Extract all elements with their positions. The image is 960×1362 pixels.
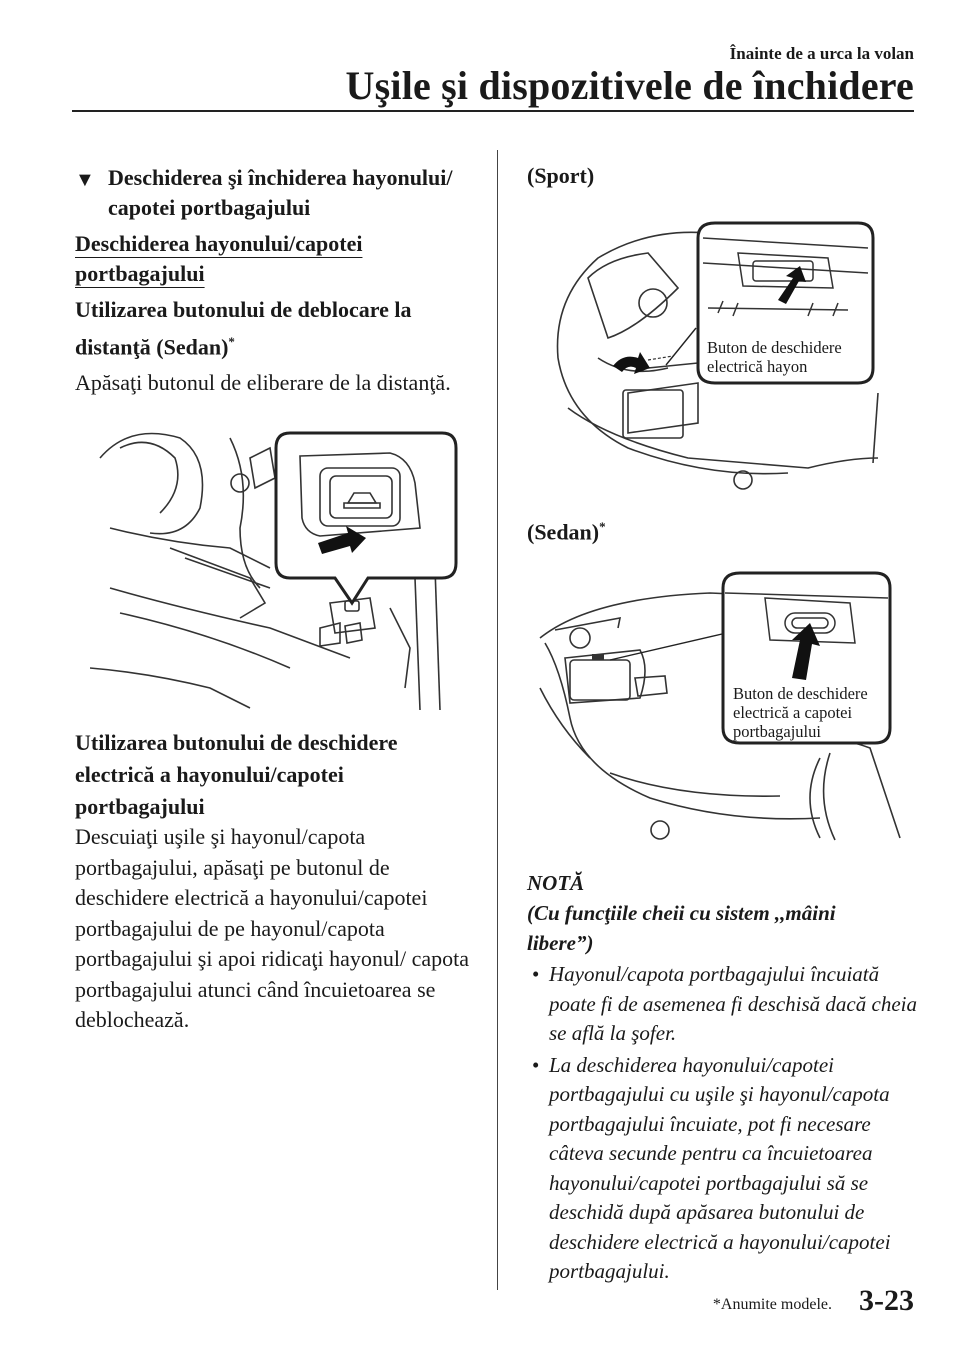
- asterisk-mark: *: [228, 334, 235, 349]
- figure-remote-release: [90, 418, 460, 710]
- sedan-callout-label: [733, 684, 903, 741]
- bullet-icon: •: [532, 1052, 540, 1077]
- sedan-label: [527, 511, 927, 548]
- note-item: [527, 960, 927, 1049]
- callout-line: electrică a capotei: [733, 703, 853, 722]
- subheading-opening: Deschiderea hayonului/capotei portbagajului: [75, 231, 363, 286]
- emblem-icon: [592, 654, 604, 660]
- running-header-section: Înainte de a urca la volan: [729, 44, 914, 63]
- callout-line: Buton de deschidere: [733, 684, 868, 703]
- callout-leader: [610, 634, 722, 660]
- sport-label: (Sport): [527, 163, 595, 188]
- sport-callout-label: [707, 338, 877, 376]
- note-item-text: Hayonul/capota portbagajului încuiată poate fi de asemenea fi deschisă dacă cheia se află la şofer.: [549, 962, 917, 1045]
- running-header-title: Uşile şi dispozitivele de închidere: [345, 63, 914, 108]
- note-item-text: La deschiderea hayonului/capotei portbagajului cu uşile şi hayonul/capota portbagajului încuiate, pot fi necesare câteva secunde pentru ca încuietoarea hayonului/capotei portbagajului să se deschidă după apăsarea butonului de deschidere electrică a hayonului/capotei portbagajului.: [549, 1052, 891, 1283]
- footnote: *Anumite modele.: [712, 1296, 832, 1313]
- remote-button-heading: [75, 294, 435, 363]
- sedan-label-text: (Sedan): [527, 519, 600, 545]
- column-divider: [497, 150, 498, 1290]
- remote-button-heading-text: Utilizarea butonului de deblocare la distanţă (Sedan): [75, 297, 412, 360]
- note-list: [527, 960, 927, 1289]
- electric-button-text: Descuiaţi uşile şi hayonul/capota portbagajului, apăsaţi pe butonul de deschidere electrică a hayonului/capotei portbagajului de pe hayonul/capota portbagajului şi apoi ridicaţi hayonul/ capota portbagajului atunci când încuietoarea se deblochează.: [75, 824, 470, 1032]
- callout-line: electrică hayon: [707, 357, 808, 376]
- note-item: [527, 1051, 927, 1287]
- section-heading: [75, 163, 475, 223]
- note-title: NOTĂ: [527, 871, 585, 895]
- header-rule: [72, 110, 914, 112]
- page-number: 3-23: [859, 1284, 914, 1317]
- callout-line: portbagajului: [733, 722, 821, 741]
- callout-leader: [666, 328, 696, 365]
- triangle-marker-icon: ▼: [75, 169, 95, 191]
- asterisk-mark: *: [599, 519, 606, 534]
- note-subtitle: (Cu funcţiile cheii cu sistem ,,mâini libere”): [527, 901, 836, 955]
- section-heading-text: Deschiderea şi închiderea hayonului/ capotei portbagajului: [108, 165, 453, 220]
- electric-button-heading: Utilizarea butonului de deschidere electrică a hayonului/capotei portbagajului: [75, 730, 398, 819]
- bullet-icon: •: [532, 962, 540, 986]
- callout-line: Buton de deschidere: [707, 338, 842, 357]
- remote-button-text: Apăsaţi butonul de eliberare de la distanţă.: [75, 370, 451, 395]
